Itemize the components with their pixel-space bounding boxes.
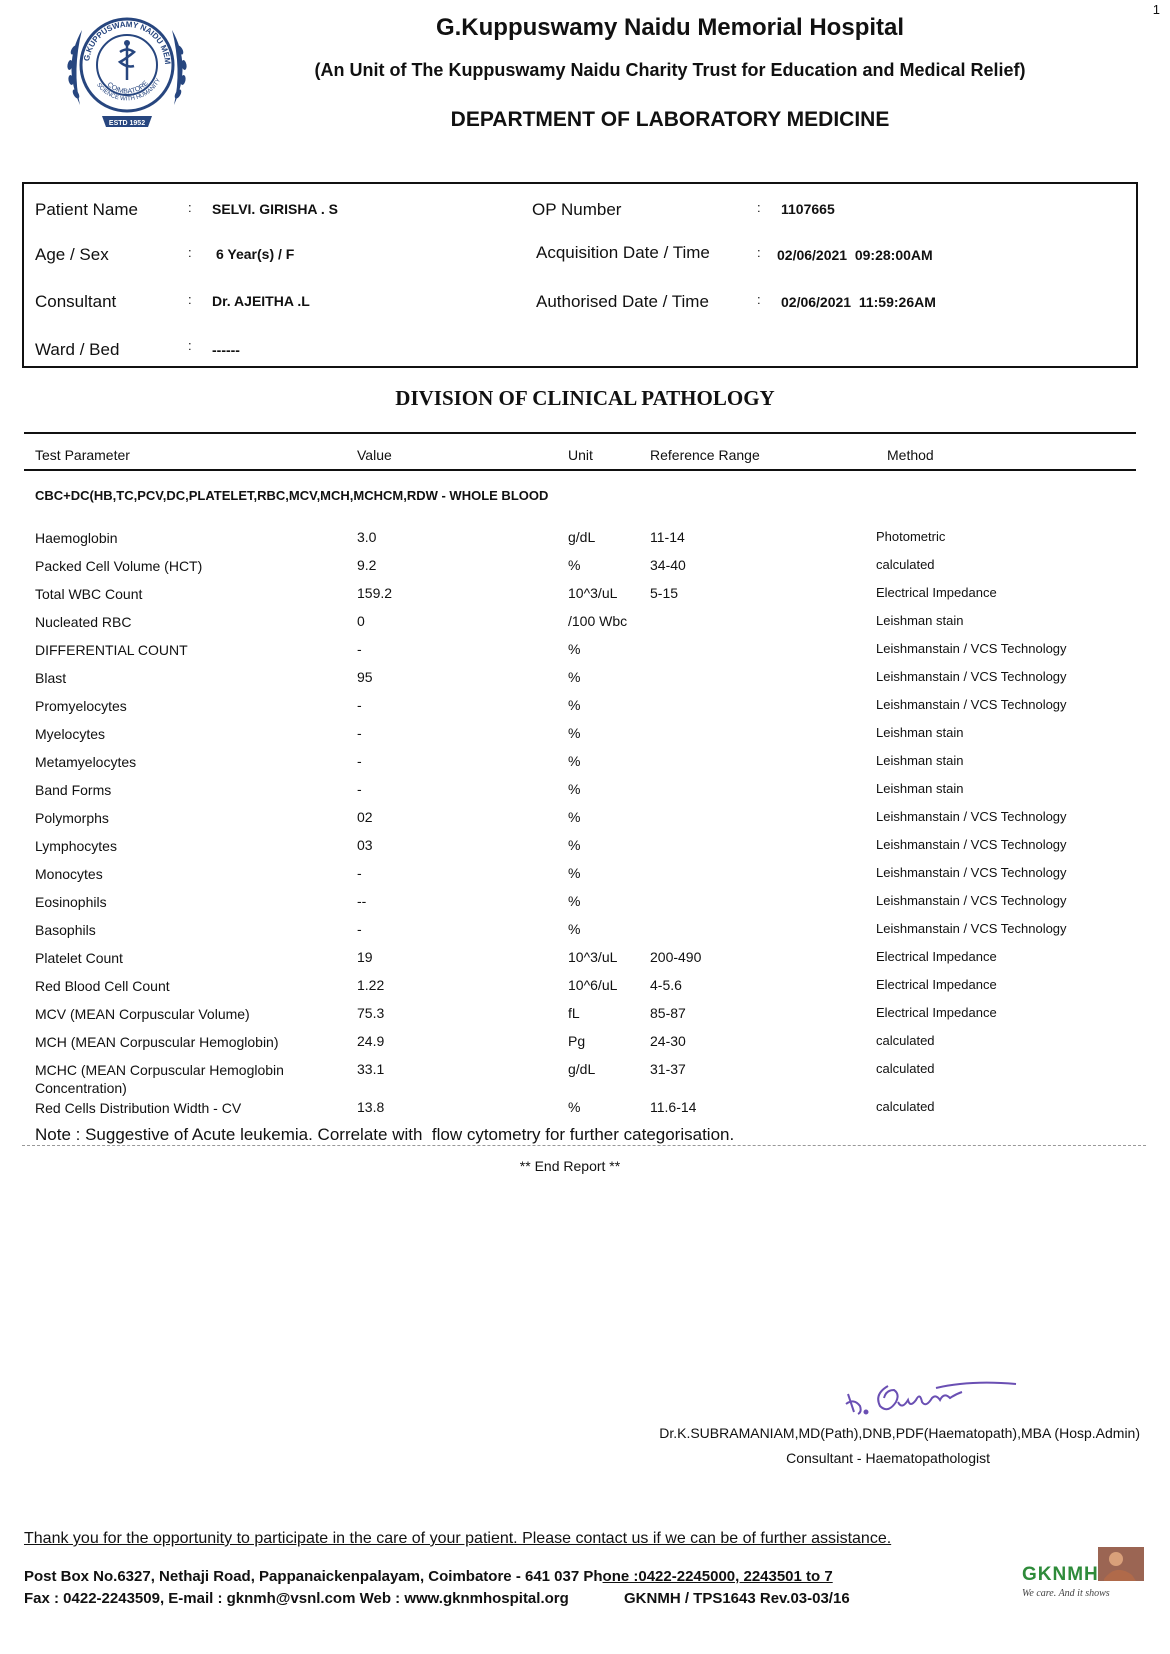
test-method: calculated	[876, 1061, 935, 1076]
test-value: 19	[357, 949, 373, 965]
colon: :	[757, 245, 761, 260]
doctor-signature	[840, 1372, 1020, 1422]
logo-motto-text: SCIENCE WITH HUMANITY	[94, 77, 163, 103]
logo-city-text: COIMBATORE	[105, 79, 150, 96]
doctor-designation: Consultant - Haematopathologist	[786, 1450, 990, 1466]
test-unit: %	[568, 641, 581, 657]
footer-thanks: Thank you for the opportunity to participate in the care of your patient. Please contact us if we can be of further assistance.	[24, 1530, 892, 1547]
test-unit: g/dL	[568, 529, 596, 545]
reference-range: 85-87	[650, 1005, 686, 1021]
test-value: -	[357, 921, 362, 937]
hospital-name: G.Kuppuswamy Naidu Memorial Hospital	[435, 14, 905, 41]
test-parameter: Blast	[35, 670, 67, 686]
test-value: 03	[357, 837, 373, 853]
acquisition-label: Acquisition Date / Time	[536, 243, 710, 262]
hospital-logo	[52, 10, 202, 140]
test-method: Leishmanstain / VCS Technology	[876, 865, 1067, 880]
test-method: Electrical Impedance	[876, 585, 997, 600]
ward-bed-label: Ward / Bed	[35, 340, 120, 359]
logo-ring-text: G.KUPPUSWAMY NAIDU MEM	[82, 19, 173, 65]
test-value: 1.22	[357, 977, 385, 993]
test-value: 0	[357, 613, 365, 629]
test-method: Leishman stain	[876, 753, 964, 768]
op-number-value: 1107665	[781, 201, 835, 217]
table-top-rule	[24, 432, 1136, 434]
test-method: Leishmanstain / VCS Technology	[876, 837, 1067, 852]
svg-text:G.KUPPUSWAMY NAIDU MEMORIAL HO	[52, 10, 172, 65]
test-parameter: Red Cells Distribution Width - CV	[35, 1100, 242, 1116]
test-parameter: MCHC (MEAN Corpuscular Hemoglobin Concentration)	[35, 1062, 284, 1096]
test-parameter: MCV (MEAN Corpuscular Volume)	[35, 1006, 250, 1022]
test-unit: %	[568, 725, 581, 741]
test-method: calculated	[876, 557, 935, 572]
footer-address-text: Post Box No.6327, Nethaji Road, Pappanaickenpalayam, Coimbatore - 641 037 Ph	[24, 1568, 603, 1585]
test-value: -	[357, 641, 362, 657]
consultant-value: Dr. AJEITHA .L	[212, 293, 310, 309]
test-value: 159.2	[357, 585, 393, 601]
test-value: 33.1	[357, 1061, 385, 1077]
test-method: Leishmanstain / VCS Technology	[876, 641, 1067, 656]
test-parameter: Platelet Count	[35, 950, 123, 966]
header-reference-range: Reference Range	[650, 447, 760, 463]
authorised-value: 02/06/2021 11:59:26AM	[781, 294, 936, 310]
test-unit: %	[568, 781, 581, 797]
test-parameter: Promyelocytes	[35, 698, 127, 714]
ward-bed-value: ------	[212, 342, 240, 358]
division-title: DIVISION OF CLINICAL PATHOLOGY	[395, 386, 775, 410]
test-method: Photometric	[876, 529, 946, 544]
test-parameter: DIFFERENTIAL COUNT	[35, 642, 188, 658]
test-unit: %	[568, 837, 581, 853]
test-method: calculated	[876, 1033, 935, 1048]
footer-address	[24, 1568, 833, 1585]
test-unit: %	[568, 809, 581, 825]
test-method: Electrical Impedance	[876, 977, 997, 992]
test-parameter: Red Blood Cell Count	[35, 978, 170, 994]
gknmh-brand: GKNMH	[1022, 1564, 1099, 1585]
colon: :	[188, 338, 192, 353]
test-parameter: Lymphocytes	[35, 838, 117, 854]
test-unit: %	[568, 669, 581, 685]
footer-phone: one :0422-2245000, 2243501 to 7	[602, 1568, 833, 1585]
test-unit: Pg	[568, 1033, 586, 1049]
test-value: -	[357, 781, 362, 797]
consultant-label: Consultant	[35, 292, 117, 311]
header-method: Method	[887, 447, 934, 463]
test-method: Leishmanstain / VCS Technology	[876, 921, 1067, 936]
reference-range: 200-490	[650, 949, 702, 965]
test-parameter: Eosinophils	[35, 894, 107, 910]
footer-contact	[24, 1590, 850, 1607]
acquisition-value: 02/06/2021 09:28:00AM	[777, 247, 933, 263]
test-method: Leishmanstain / VCS Technology	[876, 809, 1067, 824]
test-value: 95	[357, 669, 373, 685]
test-unit: 10^6/uL	[568, 977, 618, 993]
test-value: -	[357, 697, 362, 713]
footer-doc-code: GKNMH / TPS1643 Rev.03-03/16	[624, 1590, 850, 1607]
footer-fax-email: Fax : 0422-2243509, E-mail : gknmh@vsnl.com Web : www.gknmhospital.org	[24, 1590, 569, 1607]
test-unit: %	[568, 865, 581, 881]
test-value: 9.2	[357, 557, 377, 573]
test-unit: %	[568, 697, 581, 713]
hospital-subtitle: (An Unit of The Kuppuswamy Naidu Charity Trust for Education and Medical Relief)	[314, 60, 1026, 80]
reference-range: 34-40	[650, 557, 686, 573]
reference-range: 11.6-14	[650, 1099, 697, 1115]
test-unit: /100 Wbc	[568, 613, 628, 629]
test-parameter: Metamyelocytes	[35, 754, 137, 770]
test-parameter: Total WBC Count	[35, 586, 143, 602]
reference-range: 24-30	[650, 1033, 686, 1049]
department-title: DEPARTMENT OF LABORATORY MEDICINE	[450, 108, 890, 131]
op-number-label: OP Number	[532, 200, 622, 219]
patient-name-value: SELVI. GIRISHA . S	[212, 201, 339, 217]
header-test-parameter: Test Parameter	[35, 447, 130, 463]
report-note: Note : Suggestive of Acute leukemia. Correlate with flow cytometry for further categorisation.	[35, 1125, 735, 1144]
test-parameter: Band Forms	[35, 782, 112, 798]
test-parameter: Myelocytes	[35, 726, 106, 742]
test-method: Leishmanstain / VCS Technology	[876, 669, 1067, 684]
test-parameter: Monocytes	[35, 866, 103, 882]
test-value: 02	[357, 809, 373, 825]
test-unit: %	[568, 1099, 581, 1115]
test-value: 75.3	[357, 1005, 385, 1021]
gknmh-tagline: We care. And it shows	[1022, 1588, 1110, 1599]
test-value: -	[357, 753, 362, 769]
test-value: -	[357, 725, 362, 741]
test-unit: %	[568, 893, 581, 909]
colon: :	[757, 292, 761, 307]
colon: :	[188, 200, 192, 215]
colon: :	[188, 292, 192, 307]
test-unit: %	[568, 753, 581, 769]
test-parameter: Basophils	[35, 922, 96, 938]
reference-range: 5-15	[650, 585, 679, 601]
test-unit: 10^3/uL	[568, 585, 618, 601]
test-unit: %	[568, 557, 581, 573]
patient-name-label: Patient Name	[35, 200, 138, 219]
table-header-rule	[24, 469, 1136, 471]
test-method: calculated	[876, 1099, 935, 1114]
test-section-title: CBC+DC(HB,TC,PCV,DC,PLATELET,RBC,MCV,MCH,MCHCM,RDW - WHOLE BLOOD	[35, 488, 549, 503]
test-method: Leishman stain	[876, 613, 964, 628]
page-number: 1	[1152, 2, 1160, 17]
test-value: 13.8	[357, 1099, 385, 1115]
reference-range: 4-5.6	[650, 977, 682, 993]
test-value: 24.9	[357, 1033, 385, 1049]
logo-estd: ESTD 1952	[108, 120, 146, 127]
test-unit: fL	[568, 1005, 580, 1021]
test-value: -	[357, 865, 362, 881]
test-unit: %	[568, 921, 581, 937]
test-method: Leishmanstain / VCS Technology	[876, 697, 1067, 712]
reference-range: 31-37	[650, 1061, 686, 1077]
test-parameter: Haemoglobin	[35, 530, 118, 546]
end-report: ** End Report **	[519, 1158, 621, 1174]
doctor-name: Dr.K.SUBRAMANIAM,MD(Path),DNB,PDF(Haematopath),MBA (Hosp.Admin)	[659, 1425, 1140, 1441]
test-parameter: Packed Cell Volume (HCT)	[35, 558, 203, 574]
test-value: 3.0	[357, 529, 377, 545]
test-parameter: Polymorphs	[35, 810, 109, 826]
age-sex-value: 6 Year(s) / F	[216, 246, 295, 262]
test-parameter: Nucleated RBC	[35, 614, 132, 630]
test-method: Electrical Impedance	[876, 949, 997, 964]
test-unit: 10^3/uL	[568, 949, 618, 965]
header-unit: Unit	[568, 447, 593, 463]
test-value: --	[357, 893, 367, 909]
authorised-label: Authorised Date / Time	[536, 292, 709, 311]
colon: :	[757, 200, 761, 215]
header-value: Value	[357, 447, 392, 463]
note-divider	[22, 1145, 1146, 1146]
test-method: Leishman stain	[876, 725, 964, 740]
test-method: Electrical Impedance	[876, 1005, 997, 1020]
test-unit: g/dL	[568, 1061, 596, 1077]
test-method: Leishman stain	[876, 781, 964, 796]
test-parameter: MCH (MEAN Corpuscular Hemoglobin)	[35, 1034, 279, 1050]
age-sex-label: Age / Sex	[35, 245, 109, 264]
reference-range: 11-14	[650, 529, 685, 545]
test-method: Leishmanstain / VCS Technology	[876, 893, 1067, 908]
colon: :	[188, 245, 192, 260]
